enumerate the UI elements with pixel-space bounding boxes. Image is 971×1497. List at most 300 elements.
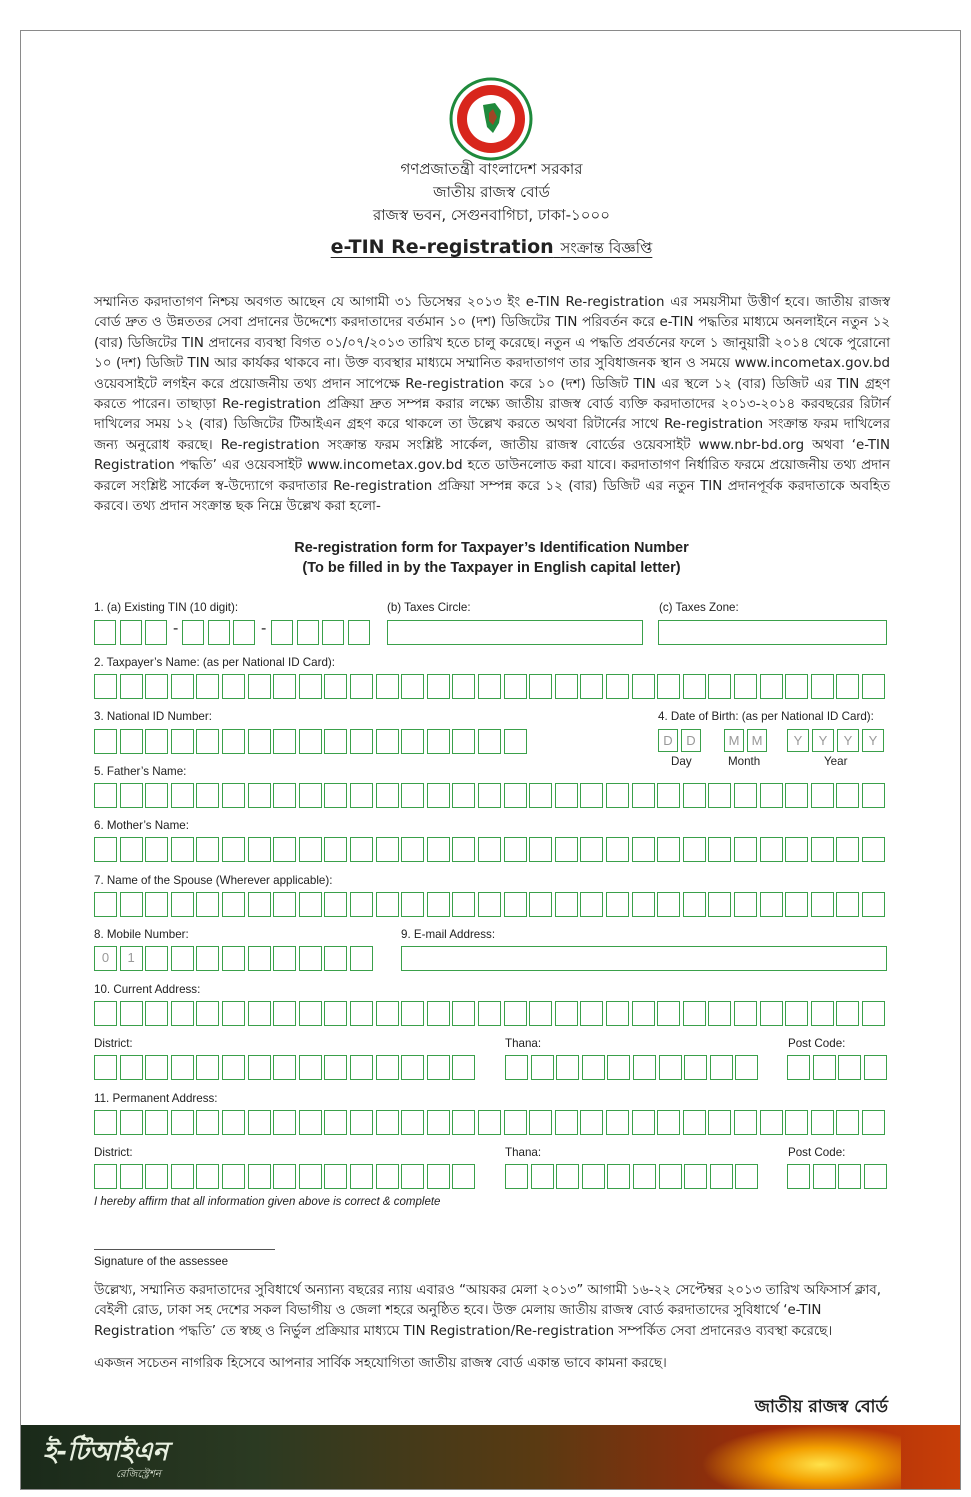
char-box[interactable]	[555, 1001, 578, 1026]
char-box[interactable]	[427, 1164, 450, 1189]
char-box[interactable]	[299, 674, 322, 699]
char-box[interactable]	[94, 620, 116, 645]
char-box[interactable]	[862, 1110, 885, 1135]
char-box[interactable]	[708, 783, 731, 808]
char-box[interactable]	[658, 729, 678, 752]
char-box[interactable]	[734, 783, 757, 808]
char-box[interactable]	[196, 1110, 219, 1135]
char-box[interactable]	[529, 674, 552, 699]
char-box[interactable]	[248, 783, 271, 808]
char-box[interactable]	[811, 783, 834, 808]
char-box[interactable]	[324, 1001, 347, 1026]
char-box[interactable]	[657, 892, 680, 917]
notice-page	[20, 30, 961, 1490]
char-box[interactable]	[760, 892, 783, 917]
char-box[interactable]	[120, 946, 143, 971]
char-box[interactable]	[145, 1055, 168, 1080]
char-box[interactable]	[273, 892, 296, 917]
char-box[interactable]	[659, 1055, 682, 1080]
char-box[interactable]	[273, 837, 296, 862]
char-box[interactable]	[248, 729, 271, 754]
char-box[interactable]	[452, 1001, 475, 1026]
char-box[interactable]	[299, 1001, 322, 1026]
taxes-circle-field[interactable]	[387, 620, 643, 645]
char-box[interactable]	[724, 729, 744, 752]
char-box[interactable]	[248, 674, 271, 699]
char-box[interactable]	[838, 1164, 861, 1189]
char-box[interactable]	[734, 674, 757, 699]
char-box[interactable]	[555, 674, 578, 699]
char-box[interactable]	[734, 892, 757, 917]
char-box[interactable]	[607, 1055, 630, 1080]
char-box[interactable]	[633, 1055, 656, 1080]
char-box[interactable]	[324, 837, 347, 862]
char-box[interactable]	[350, 1110, 373, 1135]
email-field[interactable]	[401, 946, 887, 971]
char-box[interactable]	[862, 729, 884, 752]
char-box[interactable]	[556, 1055, 579, 1080]
char-box[interactable]	[145, 1001, 168, 1026]
char-box[interactable]	[632, 892, 655, 917]
char-box[interactable]	[222, 946, 245, 971]
char-box[interactable]	[299, 1110, 322, 1135]
char-box[interactable]	[145, 1110, 168, 1135]
char-box[interactable]	[657, 674, 680, 699]
char-box[interactable]	[248, 946, 271, 971]
char-box[interactable]	[606, 783, 629, 808]
char-box[interactable]	[94, 1110, 117, 1135]
char-box[interactable]	[196, 1001, 219, 1026]
char-box[interactable]	[427, 1110, 450, 1135]
char-box[interactable]	[376, 837, 399, 862]
char-box[interactable]	[710, 1055, 733, 1080]
char-box[interactable]	[734, 837, 757, 862]
char-box[interactable]	[299, 946, 322, 971]
char-box[interactable]	[273, 783, 296, 808]
char-box[interactable]	[452, 1055, 475, 1080]
char-box[interactable]	[452, 674, 475, 699]
char-box[interactable]	[248, 1001, 271, 1026]
char-box[interactable]	[222, 892, 245, 917]
char-box[interactable]	[452, 1164, 475, 1189]
char-box[interactable]	[196, 946, 219, 971]
char-box[interactable]	[324, 1055, 347, 1080]
char-box[interactable]	[735, 1055, 758, 1080]
char-box[interactable]	[811, 1001, 834, 1026]
char-box[interactable]	[478, 837, 501, 862]
char-box[interactable]	[427, 729, 450, 754]
char-box[interactable]	[760, 1001, 783, 1026]
char-box[interactable]	[222, 729, 245, 754]
char-box[interactable]	[171, 729, 194, 754]
char-box[interactable]	[145, 783, 168, 808]
char-box[interactable]	[376, 674, 399, 699]
char-box[interactable]	[350, 892, 373, 917]
char-box[interactable]	[632, 837, 655, 862]
char-box[interactable]	[787, 729, 809, 752]
char-box[interactable]	[401, 783, 424, 808]
char-box[interactable]	[248, 892, 271, 917]
char-box[interactable]	[836, 892, 859, 917]
char-box[interactable]	[248, 1164, 271, 1189]
char-box[interactable]	[812, 729, 834, 752]
char-box[interactable]	[684, 1164, 707, 1189]
char-box[interactable]	[273, 729, 296, 754]
char-box[interactable]	[555, 783, 578, 808]
char-box[interactable]	[633, 1164, 656, 1189]
char-box[interactable]	[171, 783, 194, 808]
char-box[interactable]	[811, 1110, 834, 1135]
char-box[interactable]	[556, 1164, 579, 1189]
char-box[interactable]	[299, 892, 322, 917]
taxes-zone-field[interactable]	[658, 620, 887, 645]
char-box[interactable]	[171, 1164, 194, 1189]
char-box[interactable]	[659, 1164, 682, 1189]
char-box[interactable]	[785, 837, 808, 862]
char-box[interactable]	[248, 1110, 271, 1135]
char-box[interactable]	[478, 1001, 501, 1026]
char-box[interactable]	[864, 1164, 887, 1189]
char-box[interactable]	[171, 946, 194, 971]
char-box[interactable]	[348, 620, 370, 645]
char-box[interactable]	[222, 1164, 245, 1189]
char-box[interactable]	[862, 674, 885, 699]
char-box[interactable]	[145, 892, 168, 917]
char-box[interactable]	[632, 1001, 655, 1026]
char-box[interactable]	[580, 892, 603, 917]
char-box[interactable]	[222, 837, 245, 862]
char-box[interactable]	[478, 892, 501, 917]
char-box[interactable]	[271, 620, 293, 645]
char-box[interactable]	[760, 1110, 783, 1135]
char-box[interactable]	[606, 674, 629, 699]
char-box[interactable]	[145, 1164, 168, 1189]
char-box[interactable]	[427, 1001, 450, 1026]
char-box[interactable]	[401, 892, 424, 917]
char-box[interactable]	[376, 1164, 399, 1189]
char-box[interactable]	[836, 837, 859, 862]
char-box[interactable]	[401, 1110, 424, 1135]
char-box[interactable]	[708, 1110, 731, 1135]
char-box[interactable]	[171, 674, 194, 699]
char-box[interactable]	[273, 1164, 296, 1189]
char-box[interactable]	[208, 620, 230, 645]
char-box[interactable]	[529, 1110, 552, 1135]
char-box[interactable]	[813, 1164, 836, 1189]
char-box[interactable]	[606, 1001, 629, 1026]
char-box[interactable]	[504, 892, 527, 917]
char-box[interactable]	[171, 1001, 194, 1026]
char-box[interactable]	[120, 892, 143, 917]
char-box[interactable]	[401, 837, 424, 862]
char-box[interactable]	[401, 1164, 424, 1189]
char-box[interactable]	[401, 1055, 424, 1080]
char-box[interactable]	[196, 783, 219, 808]
char-box[interactable]	[681, 729, 701, 752]
char-box[interactable]	[299, 837, 322, 862]
char-box[interactable]	[555, 837, 578, 862]
char-box[interactable]	[657, 1001, 680, 1026]
char-box[interactable]	[94, 1001, 117, 1026]
char-box[interactable]	[94, 892, 117, 917]
char-box[interactable]	[529, 837, 552, 862]
permanent-postcode-label: Post Code:	[788, 1146, 846, 1159]
char-box[interactable]	[837, 729, 859, 752]
char-box[interactable]	[427, 1055, 450, 1080]
char-box[interactable]	[120, 837, 143, 862]
char-box[interactable]	[734, 1001, 757, 1026]
char-box[interactable]	[350, 729, 373, 754]
char-box[interactable]	[401, 674, 424, 699]
char-box[interactable]	[299, 729, 322, 754]
char-box[interactable]	[683, 1110, 706, 1135]
char-box[interactable]	[376, 1110, 399, 1135]
char-box[interactable]	[94, 783, 117, 808]
char-box[interactable]	[350, 1055, 373, 1080]
char-box[interactable]	[171, 892, 194, 917]
char-box[interactable]	[297, 620, 319, 645]
char-box[interactable]	[452, 729, 475, 754]
char-box[interactable]	[760, 783, 783, 808]
char-box[interactable]	[248, 837, 271, 862]
char-box[interactable]	[836, 1110, 859, 1135]
char-box[interactable]	[632, 783, 655, 808]
issuing-authority: জাতীয় রাজস্ব বোর্ড	[754, 1397, 888, 1417]
char-box[interactable]	[233, 620, 255, 645]
char-box[interactable]	[427, 837, 450, 862]
char-box[interactable]	[735, 1164, 758, 1189]
char-box[interactable]	[401, 729, 424, 754]
char-box[interactable]	[582, 1055, 605, 1080]
char-box[interactable]	[145, 946, 168, 971]
char-box[interactable]	[813, 1055, 836, 1080]
char-box[interactable]	[94, 1164, 117, 1189]
char-box[interactable]	[760, 837, 783, 862]
char-box[interactable]	[478, 674, 501, 699]
char-box[interactable]	[505, 1055, 528, 1080]
char-box[interactable]	[350, 783, 373, 808]
char-box[interactable]	[862, 783, 885, 808]
char-box[interactable]	[760, 674, 783, 699]
char-box[interactable]	[580, 1110, 603, 1135]
char-box[interactable]	[580, 1001, 603, 1026]
char-box[interactable]	[299, 1055, 322, 1080]
char-box[interactable]	[632, 1110, 655, 1135]
char-box[interactable]	[427, 892, 450, 917]
char-box[interactable]	[273, 1001, 296, 1026]
char-box[interactable]	[427, 783, 450, 808]
prefilled-char: Y	[818, 733, 828, 748]
char-box[interactable]	[606, 837, 629, 862]
char-box[interactable]	[324, 783, 347, 808]
char-box[interactable]	[376, 1001, 399, 1026]
char-box[interactable]	[171, 1055, 194, 1080]
char-box[interactable]	[529, 892, 552, 917]
dob-day-label: Day	[671, 755, 692, 768]
char-box[interactable]	[350, 674, 373, 699]
char-box[interactable]	[324, 892, 347, 917]
char-box[interactable]	[120, 1110, 143, 1135]
char-box[interactable]	[504, 674, 527, 699]
char-box[interactable]	[864, 1055, 887, 1080]
char-box[interactable]	[171, 837, 194, 862]
spouse-name-label: 7. Name of the Spouse (Wherever applicable):	[94, 874, 333, 887]
char-box[interactable]	[657, 783, 680, 808]
char-box[interactable]	[836, 783, 859, 808]
char-box[interactable]	[196, 1164, 219, 1189]
char-box[interactable]	[350, 946, 373, 971]
char-box[interactable]	[452, 837, 475, 862]
char-box[interactable]	[299, 783, 322, 808]
char-box[interactable]	[683, 837, 706, 862]
char-box[interactable]	[580, 837, 603, 862]
char-box[interactable]	[120, 729, 143, 754]
char-box[interactable]	[427, 674, 450, 699]
char-box[interactable]	[580, 674, 603, 699]
char-box[interactable]	[120, 1055, 143, 1080]
char-box[interactable]	[811, 837, 834, 862]
char-box[interactable]	[734, 1110, 757, 1135]
char-box[interactable]	[811, 892, 834, 917]
char-box[interactable]	[684, 1055, 707, 1080]
char-box[interactable]	[350, 1164, 373, 1189]
char-box[interactable]	[785, 1110, 808, 1135]
char-box[interactable]	[120, 1164, 143, 1189]
char-box[interactable]	[171, 1110, 194, 1135]
char-box[interactable]	[273, 946, 296, 971]
char-box[interactable]	[531, 1055, 554, 1080]
char-box[interactable]	[504, 1110, 527, 1135]
char-box[interactable]	[350, 837, 373, 862]
char-box[interactable]	[478, 1110, 501, 1135]
char-box[interactable]	[811, 674, 834, 699]
char-box[interactable]	[683, 783, 706, 808]
char-box[interactable]	[120, 1001, 143, 1026]
char-box[interactable]	[862, 892, 885, 917]
char-box[interactable]	[504, 783, 527, 808]
char-box[interactable]	[120, 620, 142, 645]
char-box[interactable]	[582, 1164, 605, 1189]
char-box[interactable]	[196, 729, 219, 754]
char-box[interactable]	[785, 674, 808, 699]
char-box[interactable]	[299, 1164, 322, 1189]
char-box[interactable]	[607, 1164, 630, 1189]
char-box[interactable]	[222, 1055, 245, 1080]
char-box[interactable]	[376, 783, 399, 808]
char-box[interactable]	[273, 1110, 296, 1135]
char-box[interactable]	[94, 674, 117, 699]
char-box[interactable]	[196, 892, 219, 917]
char-box[interactable]	[683, 1001, 706, 1026]
char-box[interactable]	[145, 674, 168, 699]
char-box[interactable]	[273, 1055, 296, 1080]
char-box[interactable]	[222, 783, 245, 808]
char-box[interactable]	[94, 946, 117, 971]
char-box[interactable]	[222, 1110, 245, 1135]
char-box[interactable]	[606, 892, 629, 917]
char-box[interactable]	[94, 1055, 117, 1080]
char-box[interactable]	[376, 1055, 399, 1080]
char-box[interactable]	[324, 946, 347, 971]
char-box[interactable]	[324, 1164, 347, 1189]
char-box[interactable]	[862, 837, 885, 862]
char-box[interactable]	[505, 1164, 528, 1189]
footer-note: উল্লেখ্য, সম্মানিত করদাতাদের সুবিধার্থে অন্যান্য বছরের ন্যায় এবারও “আয়কর মেলা ২০১৩” আগামী ১৬-২২ সেপ্টেম্বর ২০১৩ তারিখ অফিসার্স ক্লাব, বেইলী রোড, ঢাকা সহ দেশের সকল বিভাগীয় ও জেলা শহরে অনুষ্ঠিত হবে। উক্ত মেলায় জাতীয় রাজস্ব বোর্ড করদাতাদের সুবিধার্থে ‘e-TIN Registration পদ্ধতি’ তে স্বচ্ছ ও নির্ভুল প্রক্রিয়ার মাধ্যমে TIN Registration/Re-registration সম্পর্কিত সেবা প্রদানেরও ব্যবস্থা করেছে।	[94, 1283, 881, 1339]
char-box[interactable]	[555, 1110, 578, 1135]
char-box[interactable]	[452, 1110, 475, 1135]
char-box[interactable]	[478, 783, 501, 808]
char-box[interactable]	[531, 1164, 554, 1189]
char-box[interactable]	[632, 674, 655, 699]
char-box[interactable]	[273, 674, 296, 699]
char-box[interactable]	[657, 837, 680, 862]
char-box[interactable]	[555, 892, 578, 917]
char-box[interactable]	[248, 1055, 271, 1080]
char-box[interactable]	[452, 783, 475, 808]
char-box[interactable]	[683, 892, 706, 917]
char-box[interactable]	[836, 1001, 859, 1026]
char-box[interactable]	[222, 674, 245, 699]
char-box[interactable]	[787, 1055, 810, 1080]
char-box[interactable]	[836, 674, 859, 699]
char-box[interactable]	[708, 674, 731, 699]
char-box[interactable]	[606, 1110, 629, 1135]
char-box[interactable]	[145, 837, 168, 862]
char-box[interactable]	[529, 783, 552, 808]
char-box[interactable]	[94, 837, 117, 862]
char-box[interactable]	[504, 729, 527, 754]
char-box[interactable]	[324, 674, 347, 699]
char-box[interactable]	[529, 1001, 552, 1026]
char-box[interactable]	[787, 1164, 810, 1189]
char-box[interactable]	[657, 1110, 680, 1135]
char-box[interactable]	[785, 1001, 808, 1026]
char-box[interactable]	[785, 892, 808, 917]
char-box[interactable]	[862, 1001, 885, 1026]
char-box[interactable]	[196, 674, 219, 699]
char-box[interactable]	[401, 1001, 424, 1026]
char-box[interactable]	[708, 837, 731, 862]
char-box[interactable]	[120, 783, 143, 808]
char-box[interactable]	[350, 1001, 373, 1026]
char-box[interactable]	[838, 1055, 861, 1080]
char-box[interactable]	[376, 892, 399, 917]
char-box[interactable]	[322, 620, 344, 645]
char-box[interactable]	[94, 729, 117, 754]
char-box[interactable]	[478, 729, 501, 754]
char-box[interactable]	[196, 837, 219, 862]
char-box[interactable]	[376, 729, 399, 754]
char-box[interactable]	[747, 729, 767, 752]
char-box[interactable]	[710, 1164, 733, 1189]
char-box[interactable]	[120, 674, 143, 699]
char-box[interactable]	[182, 620, 204, 645]
char-box[interactable]	[324, 729, 347, 754]
char-box[interactable]	[504, 837, 527, 862]
char-box[interactable]	[785, 783, 808, 808]
char-box[interactable]	[145, 729, 168, 754]
char-box[interactable]	[452, 892, 475, 917]
char-box[interactable]	[145, 620, 167, 645]
char-box[interactable]	[222, 1001, 245, 1026]
char-box[interactable]	[504, 1001, 527, 1026]
char-box[interactable]	[324, 1110, 347, 1135]
char-box[interactable]	[708, 1001, 731, 1026]
char-box[interactable]	[196, 1055, 219, 1080]
char-box[interactable]	[580, 783, 603, 808]
char-box[interactable]	[708, 892, 731, 917]
char-box[interactable]	[683, 674, 706, 699]
